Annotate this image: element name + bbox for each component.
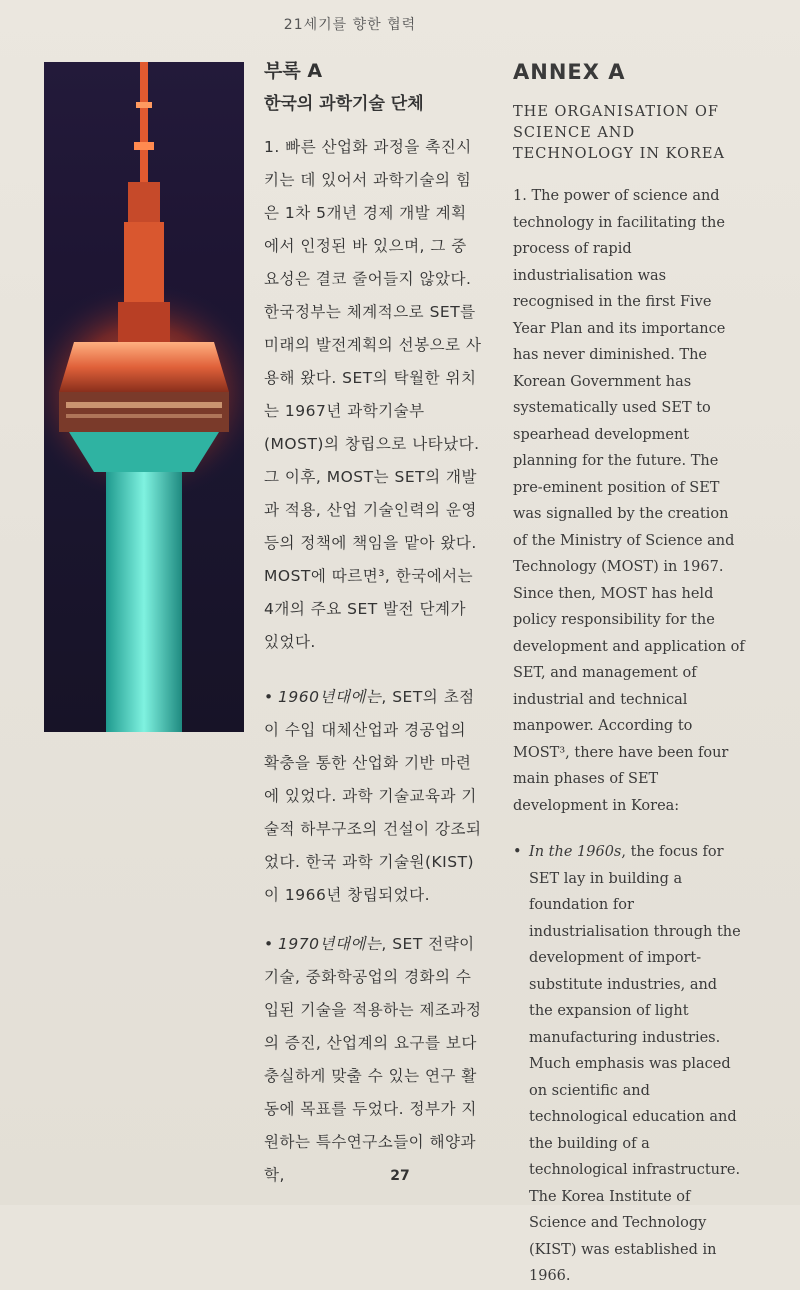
korean-bullet-text: , SET 전략이 기술, 중화학공업의 경화의 수입된 기술을 적용하는 제조과정의 증진, 산업계의 요구를 보다 충실하게 맞출 수 있는 연구 활동에 목표를 두었다. 정부가 지원하는 특수연구소들이 해양과학, xyxy=(264,934,482,1184)
korean-bullet-text: , SET의 초점이 수입 대체산업과 경공업의 확충을 통한 산업화 기반 마련에 있었다. 과학 기술교육과 기술적 하부구조의 건설이 강조되었다. 한국 과학 기술원(KIST)이 1966년 창립되었다. xyxy=(264,687,482,904)
tower-illustration xyxy=(44,62,244,732)
english-bullet-text: , the focus for SET lay in building a foundation for industrialisation through the development of import-substitute industries, and the expansion of light manufacturing industries. Much emphasis was placed on scientific and technological education and the building of a technological infrastructure. The Korea Institute of Science and Technology (KIST) was established in 1966. xyxy=(529,844,741,1284)
bullet-icon: • xyxy=(264,687,274,706)
english-section-title: THE ORGANISATION OF SCIENCE AND TECHNOLOGY IN KOREA xyxy=(513,104,725,162)
page-number: 27 xyxy=(390,1168,410,1184)
bullet-icon: • xyxy=(513,844,522,860)
english-bullet-item xyxy=(513,839,745,1290)
korean-bullet-lead: 1970년대에는 xyxy=(278,934,382,953)
english-column xyxy=(513,60,745,1290)
english-annex-heading: ANNEX A xyxy=(513,60,626,84)
korean-bullet-list xyxy=(264,681,482,1192)
korean-bullet-item xyxy=(264,681,482,912)
english-bullet-lead: In the 1960s xyxy=(529,844,622,860)
korean-bullet-lead: 1960년대에는 xyxy=(278,687,382,706)
korean-paragraph: 1. 빠른 산업화 과정을 촉진시키는 데 있어서 과학기술의 힘은 1차 5개년 경제 개발 계획에서 인정된 바 있으며, 그 중요성은 결코 줄어들지 않았다. 한국정부는 체계적으로 SET를 미래의 발전계획의 선봉으로 사용해 왔다. SET의 탁월한 위치는 1967년 과학기술부(MOST)의 창립으로 나타났다. 그 이후, MOST는 SET의 개발과 적용, 산업 기술인력의 운영 등의 정책에 책임을 맡아 왔다. MOST에 따르면³, 한국에서는 4개의 주요 SET 발전 단계가 있었다. xyxy=(264,137,482,651)
tower-photo xyxy=(44,62,244,732)
korean-bullet-item xyxy=(264,928,482,1192)
running-header: 21세기를 향한 협력 xyxy=(283,17,417,33)
korean-section-title: 한국의 과학기술 단체 xyxy=(264,93,424,114)
korean-annex-heading: 부록 A xyxy=(264,60,323,82)
bullet-icon: • xyxy=(264,934,274,953)
english-bullet-list xyxy=(513,839,745,1290)
korean-column xyxy=(264,60,482,1208)
english-paragraph: 1. The power of science and technology in facilitating the process of rapid industrialisation was recognised in the first Five Year Plan and its importance has never diminished. The Korean Government has systematically used SET to spearhead development planning for the future. The pre-eminent position of SET was signalled by the creation of the Ministry of Science and Technology (MOST) in 1967. Since then, MOST has held policy responsibility for the development and application of SET, and management of industrial and technical manpower. According to MOST³, there have been four main phases of SET development in Korea: xyxy=(513,188,745,814)
